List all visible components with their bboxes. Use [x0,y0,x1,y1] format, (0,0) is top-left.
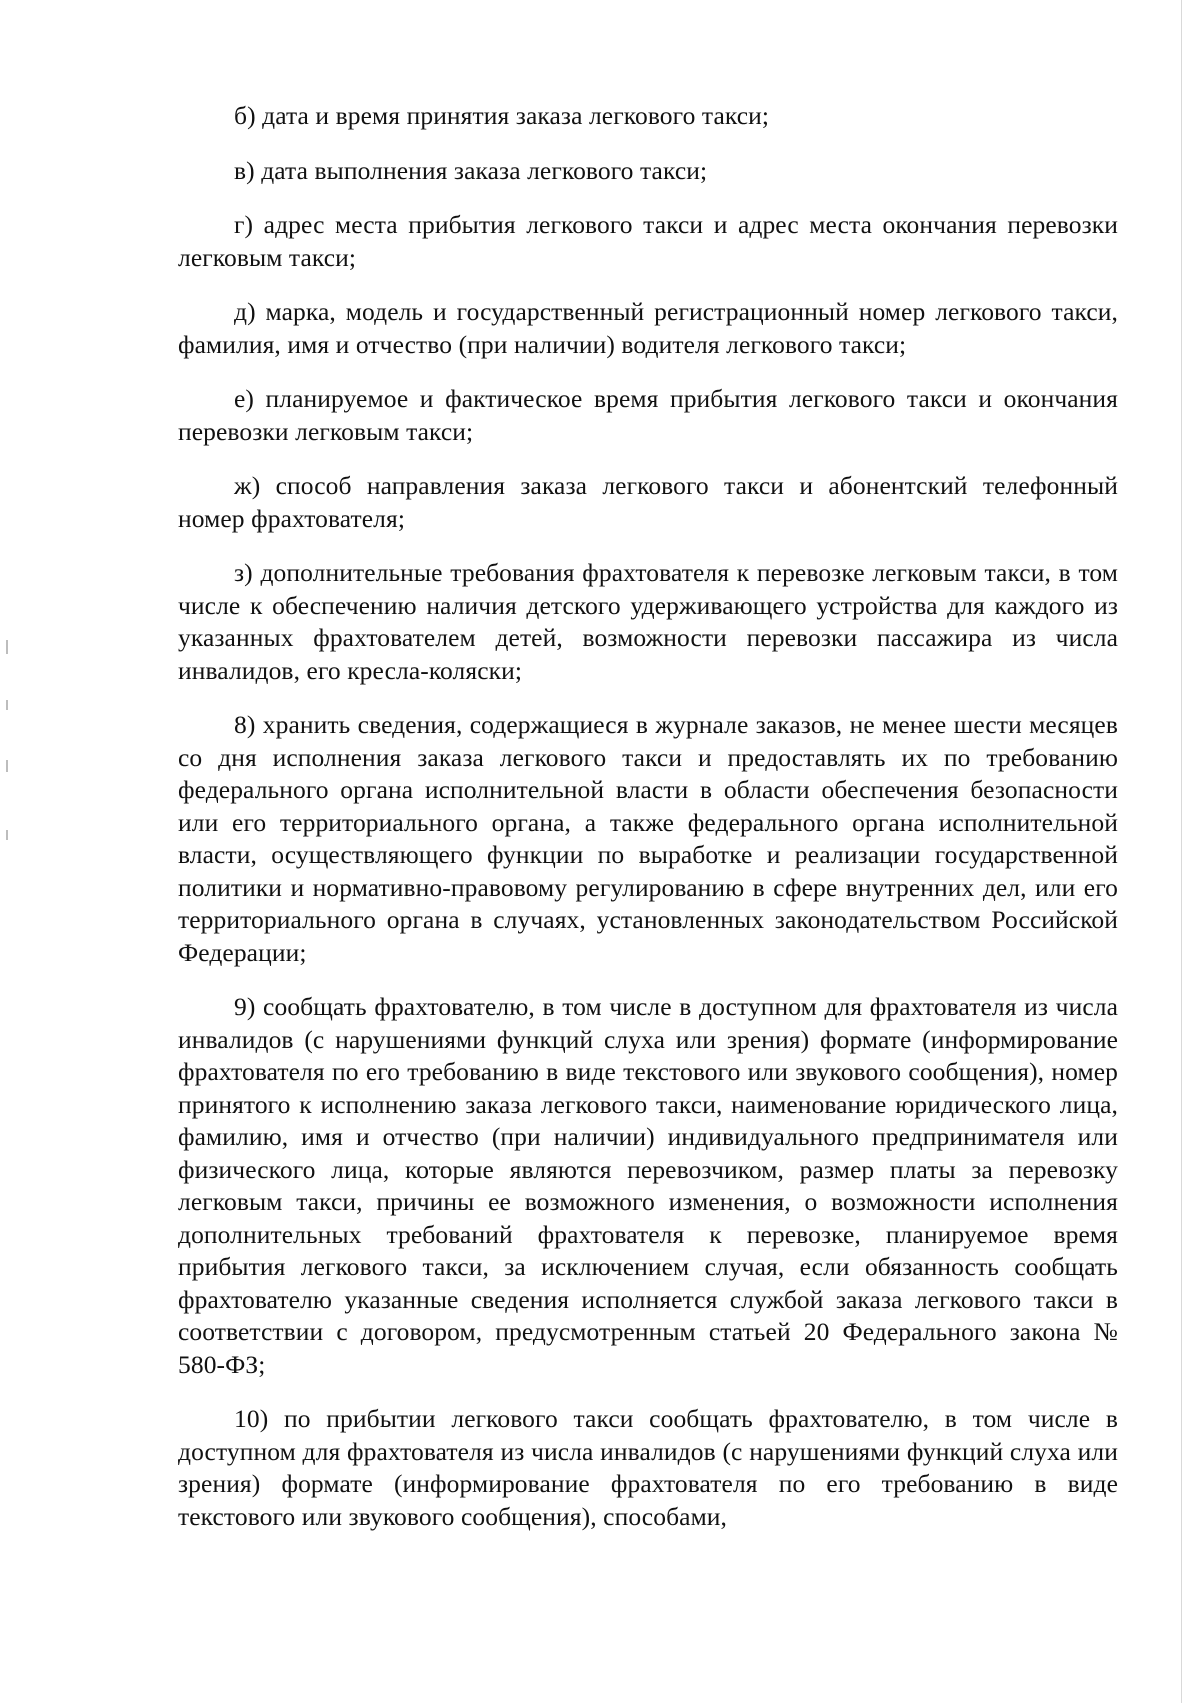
paragraph-item-g: г) адрес места прибытия легкового такси и адрес места окончания перевозки легковым такси; [178,210,1118,272]
paragraph-point-9: 9) сообщать фрахтователю, в том числе в доступном для фрахтователя из числа инвалидов (с нарушениями функций слуха или зрения) формате (информирование фрахтователя по его требованию в виде текстового или звукового сообщения), номер принятого к исполнению заказа легкового такси, наименование юридического лица, фамилию, имя и отчество (при наличии) индивидуального предпринимателя или физического лица, которые являются перевозчиком, размер платы за перевозку легковым такси, причины ее возможного изменения, о возможности исполнения дополнительных требований фрахтователя к перевозке, планируемое время прибытия легкового такси, за исключением случая, если обязанность сообщать фрахтователю указанные сведения исполняется службой заказа легкового такси в соответствии с договором, предусмотренным статьей 20 Федерального закона № 580-ФЗ; [178,992,1118,1379]
document-body [178,100,1118,1555]
paragraph-item-v: в) дата выполнения заказа легкового такси; [234,155,708,185]
paragraph-point-10: 10) по прибытии легкового такси сообщать фрахтователю, в том числе в доступном для фрахтователя из числа инвалидов (с нарушениями функций слуха или зрения) формате (информирование фрахтователя по его требованию в виде текстового или звукового сообщения), способами, [178,1404,1118,1531]
scan-margin-mark [6,830,8,840]
scan-margin-mark [6,700,8,710]
scan-margin-mark [6,760,8,772]
scan-margin-mark [6,640,8,654]
paragraph-item-b: б) дата и время принятия заказа легкового такси; [234,101,770,130]
paragraph-item-e: е) планируемое и фактическое время прибытия легкового такси и окончания перевозки легковым такси; [178,384,1118,446]
paragraph-item-d: д) марка, модель и государственный регистрационный номер легкового такси, фамилия, имя и отчество (при наличии) водителя легкового такси; [178,297,1118,359]
paragraph-item-z: з) дополнительные требования фрахтователя к перевозке легковым такси, в том числе к обеспечению наличия детского удерживающего устройства для каждого из указанных фрахтователем детей, возможности перевозки пассажира из числа инвалидов, его кресла-коляски; [178,558,1118,685]
scan-edge-line [1181,0,1182,1703]
paragraph-item-zh: ж) способ направления заказа легкового такси и абонентский телефонный номер фрахтователя; [178,471,1118,533]
paragraph-point-8: 8) хранить сведения, содержащиеся в журнале заказов, не менее шести месяцев со дня исполнения заказа легкового такси и предоставлять их по требованию федерального органа исполнительной власти в области обеспечения безопасности или его территориального органа, а также федерального органа исполнительной власти, осуществляющего функции по выработке и реализации государственной политики и нормативно-правовому регулированию в сфере внутренних дел, или его территориального органа в случаях, установленных законодательством Российской Федерации; [178,710,1118,967]
